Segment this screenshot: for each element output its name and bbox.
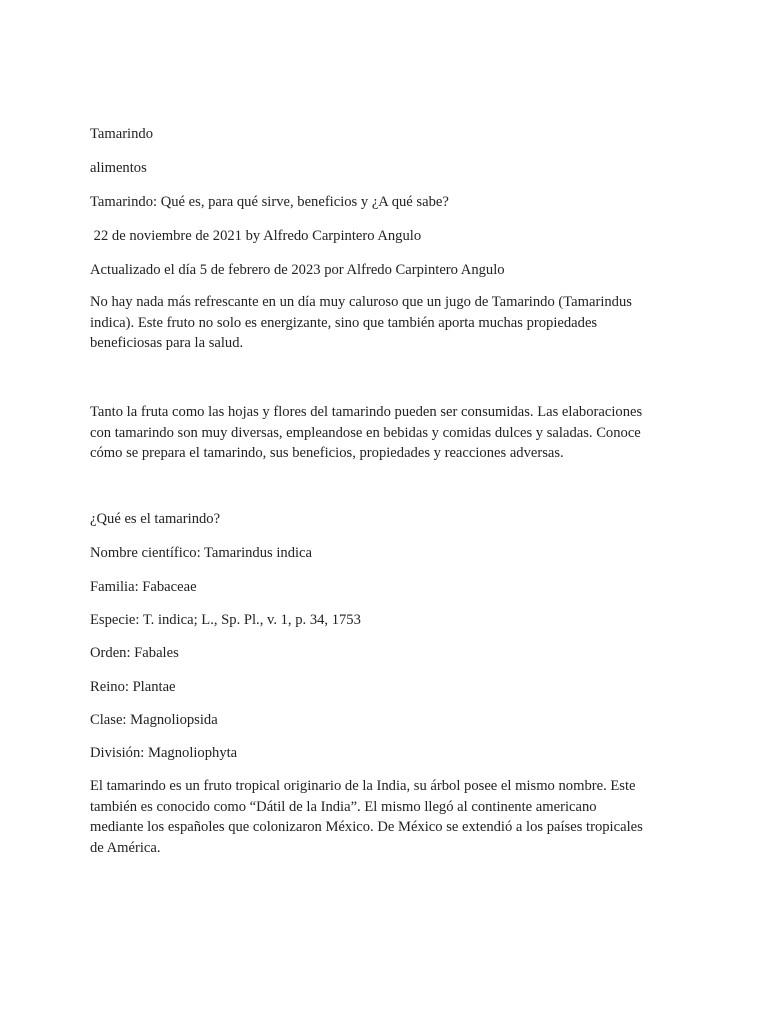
- article-updated: Actualizado el día 5 de febrero de 2023 por Alfredo Carpintero Angulo: [90, 262, 505, 278]
- fact-class: Clase: Magnoliopsida: [90, 712, 218, 728]
- fact-family: Familia: Fabaceae: [90, 579, 197, 595]
- fact-scientific-name: Nombre científico: Tamarindus indica: [90, 545, 313, 561]
- fact-kingdom: Reino: Plantae: [90, 679, 176, 695]
- line-tamarindo: Tamarindo: [90, 126, 154, 142]
- section-heading: ¿Qué es el tamarindo?: [90, 511, 221, 527]
- fact-division: División: Magnoliophyta: [90, 745, 238, 761]
- fact-species: Especie: T. indica; L., Sp. Pl., v. 1, p. 34, 1753: [90, 612, 361, 628]
- article-byline: 22 de noviembre de 2021 by Alfredo Carpintero Angulo: [90, 228, 422, 244]
- second-paragraph: Tanto la fruta como las hojas y flores del tamarindo pueden ser consumidas. Las elaboraciones con tamarindo son muy diversas, empleandose en bebidas y comidas dulces y saladas. Conoce cómo se prepara el tamarindo, sus beneficios, propiedades y reacciones adversas.: [90, 404, 643, 461]
- fact-order: Orden: Fabales: [90, 645, 179, 661]
- article-title: Tamarindo: Qué es, para qué sirve, beneficios y ¿A qué sabe?: [90, 194, 449, 210]
- intro-paragraph: No hay nada más refrescante en un día muy caluroso que un jugo de Tamarindo (Tamarindus indica). Este fruto no solo es energizante, sino que también aporta muchas propiedades beneficiosas para la salud.: [90, 294, 632, 351]
- third-paragraph: El tamarindo es un fruto tropical originario de la India, su árbol posee el mismo nombre. Este también es conocido como “Dátil de la India”. El mismo llegó al continente americano mediante los españoles que colonizaron México. De México se extendió a los países tropicales de América.: [90, 778, 643, 856]
- line-alimentos: alimentos: [90, 160, 147, 176]
